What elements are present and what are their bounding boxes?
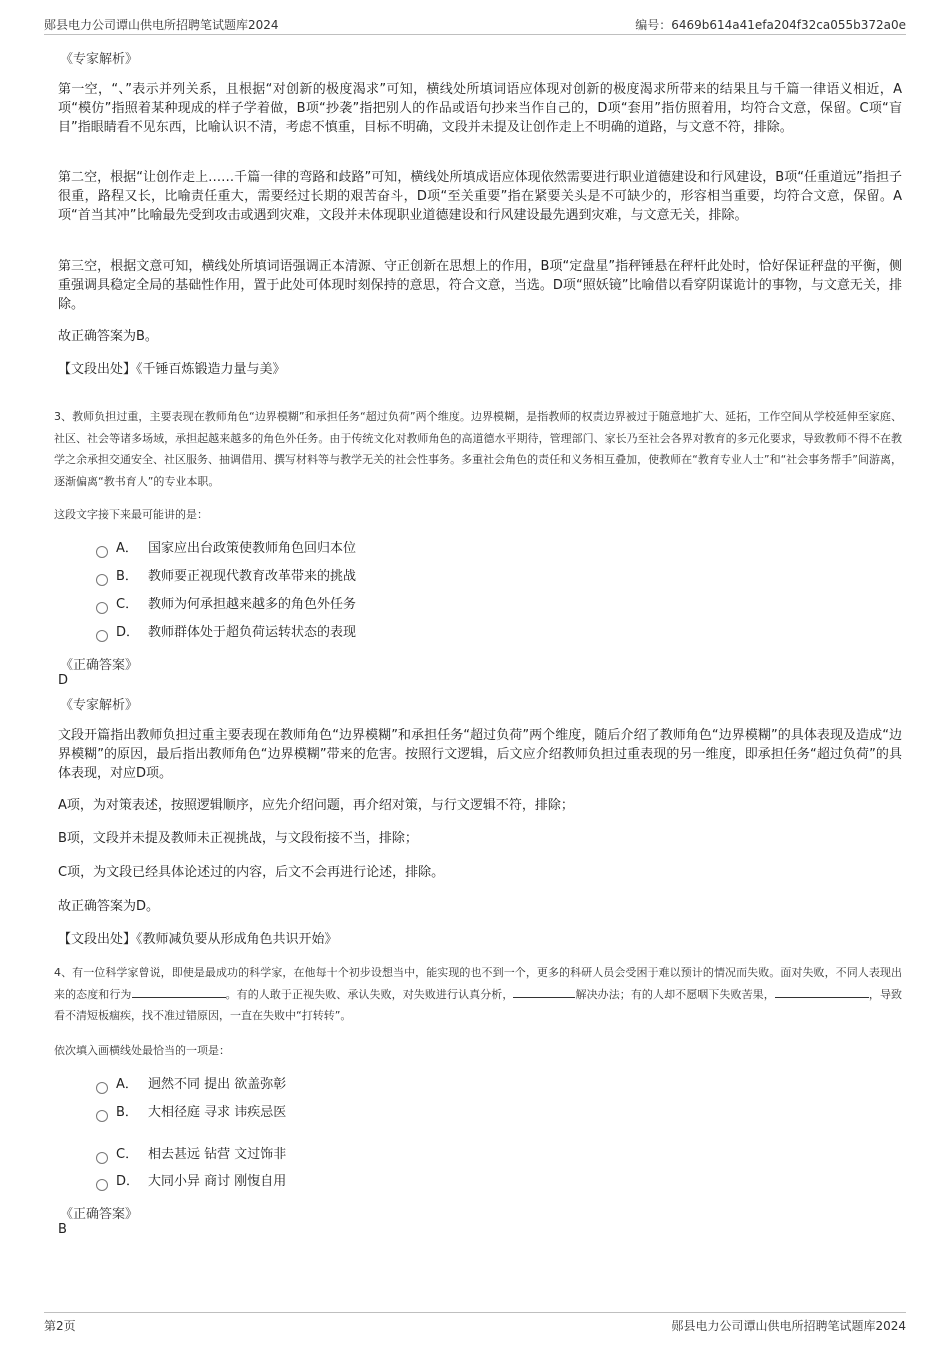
q3-option-a[interactable]: A． 国家应出台政策使教师角色回归本位: [96, 539, 356, 559]
q3-analysis-c: C项，为文段已经具体论述过的内容，后文不会再进行论述，排除。: [58, 865, 445, 880]
q3-analysis-a: A项，为对策表述，按照逻辑顺序，应先介绍问题，再介绍对策，与行文逻辑不符，排除；: [58, 798, 574, 813]
q3-ask: 这段文字接下来最可能讲的是：: [54, 508, 208, 521]
q4-answer-label: 《正确答案》: [60, 1207, 139, 1222]
q3-analysis-label: 《专家解析》: [60, 698, 139, 713]
q3-option-d[interactable]: D． 教师群体处于超负荷运转状态的表现: [96, 623, 356, 643]
radio-icon[interactable]: [96, 602, 108, 614]
q3-stem: 3、教师负担过重，主要表现在教师角色“边界模糊”和承担任务“超过负荷”两个维度。边界模糊，是指教师的权责边界被过于随意地扩大、延拓，工作空间从学校延伸至家庭、社区、社会等诸多场域，承担起越来越多的角色外任务。由于传统文化对教师角色的高道德水平期待，管理部门、家长乃至社会各界对教育的多元化要求，导致教师不得不在教学之余承担交通安全、社区服务、抽调借用、撰写材料等与教学无关的社会性事务。多重社会角色的责任和义务相互叠加，使教师在“教育专业人士”和“社会事务帮手”间游离，逐渐偏离“教书育人”的专业本职。: [54, 410, 902, 488]
q4-option-a[interactable]: A． 迥然不同 提出 欲盖弥彰: [96, 1075, 286, 1095]
q3-source: 【文段出处】《教师减负要从形成角色共识开始》: [58, 932, 338, 947]
q2-conclusion: 故正确答案为B。: [58, 329, 158, 344]
q4-answer: B: [58, 1222, 67, 1237]
q3-analysis-p1: 文段开篇指出教师负担过重主要表现在教师角色“边界模糊”和承担任务“超过负荷”两个维度，随后介绍了教师角色“边界模糊”的具体表现及造成“边界模糊”的原因，最后指出教师角色“边界模糊”带来的危害。按照行文逻辑，后文应介绍教师负担过重表现的另一维度，即承担任务“超过负荷”的具体表现，对应D项。: [58, 728, 902, 781]
header-title: 郧县电力公司谭山供电所招聘笔试题库2024: [44, 18, 279, 32]
q3-answer-label: 《正确答案》: [60, 658, 139, 673]
q3-analysis-b: B项，文段并未提及教师未正视挑战，与文段衔接不当，排除；: [58, 831, 418, 846]
header-code: 编号：6469b614a41efa204f32ca055b372a0e: [635, 18, 906, 32]
q2-analysis-p3: 第三空，根据文意可知，横线处所填词语强调正本清源、守正创新在思想上的作用，B项“定盘星”指秤锤悬在秤杆此处时，恰好保证秤盘的平衡，侧重强调具稳定全局的基础性作用，置于此处可体现时刻保持的意思，符合文意，当选。D项“照妖镜”比喻借以看穿阴谋诡计的事物，与文意无关，排除。: [58, 259, 902, 312]
q4-option-b[interactable]: B． 大相径庭 寻求 讳疾忌医: [96, 1103, 286, 1123]
radio-icon[interactable]: [96, 1179, 108, 1191]
radio-icon[interactable]: [96, 1110, 108, 1122]
q3-answer: D: [58, 673, 69, 688]
q4-ask: 依次填入画横线处最恰当的一项是：: [54, 1044, 230, 1057]
q4-stem: 4、有一位科学家曾说，即使是最成功的科学家，在他每十个初步设想当中，能实现的也不到一个，更多的科研人员会受困于难以预计的情况而失败。面对失败，不同人表现出来的态度和行为 。有的人敢于正视失败、承认失败，对失败进行认真分析， 解决办法；有的人却不愿咽下失败苦果， ，导致看不清短板痼疾，找不准过错原因，一直在失败中“打转转”。: [54, 966, 903, 1022]
fill-blank-3[interactable]: [775, 987, 869, 998]
q4-option-d[interactable]: D． 大同小异 商讨 刚愎自用: [96, 1172, 286, 1192]
q2-analysis-p1: 第一空，“、”表示并列关系，且根据“对创新的极度渴求”可知，横线处所填词语应体现对创新的极度渴求所带来的结果且与千篇一律语义相近，A项“模仿”指照着某种现成的样子学着做，B项“抄袭”指把别人的作品或语句抄来当作自己的，D项“套用”指仿照着用，均符合文意，保留。C项“盲目”指眼睛看不见东西，比喻认识不清，考虑不慎重，目标不明确，文段并未提及让创作走上不明确的道路，与文意不符，排除。: [58, 82, 902, 135]
page-header: [44, 12, 906, 35]
fill-blank-1[interactable]: [132, 987, 226, 998]
q4-option-c[interactable]: C． 相去甚远 钻营 文过饰非: [96, 1145, 286, 1165]
q3-option-c[interactable]: C． 教师为何承担越来越多的角色外任务: [96, 595, 356, 615]
fill-blank-2[interactable]: [513, 987, 575, 998]
footer-title: 郧县电力公司谭山供电所招聘笔试题库2024: [671, 1319, 906, 1333]
q2-analysis-label: 《专家解析》: [60, 52, 139, 67]
page-footer: [44, 1312, 906, 1337]
radio-icon[interactable]: [96, 1082, 108, 1094]
q2-source: 【文段出处】《千锤百炼锻造力量与美》: [58, 362, 286, 377]
footer-page-number: 第2页: [44, 1319, 76, 1333]
q2-analysis-p2: 第二空，根据“让创作走上……千篇一律的弯路和歧路”可知，横线处所填成语应体现依然需要进行职业道德建设和行风建设，B项“任重道远”指担子很重，路程又长，比喻责任重大，需要经过长期的艰苦奋斗，D项“至关重要”指在紧要关头是不可缺少的，形容相当重要，均符合文意，保留。A项“首当其冲”比喻最先受到攻击或遇到灾难，文段并未体现职业道德建设和行风建设最先遇到灾难，与文意无关，排除。: [58, 170, 902, 223]
radio-icon[interactable]: [96, 546, 108, 558]
q3-conclusion: 故正确答案为D。: [58, 899, 160, 914]
radio-icon[interactable]: [96, 630, 108, 642]
q3-option-b[interactable]: B． 教师要正视现代教育改革带来的挑战: [96, 567, 356, 587]
radio-icon[interactable]: [96, 574, 108, 586]
radio-icon[interactable]: [96, 1152, 108, 1164]
